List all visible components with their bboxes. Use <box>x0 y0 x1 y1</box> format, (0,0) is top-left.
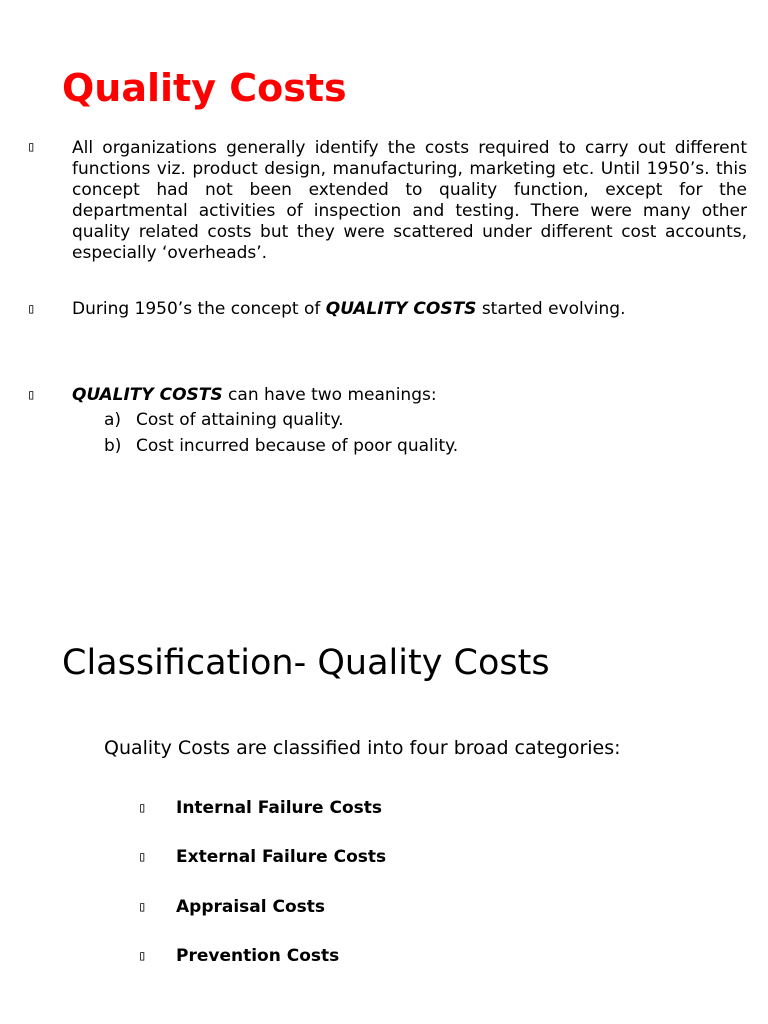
meaning-item <box>104 436 458 457</box>
meaning-text: Cost of attaining quality. <box>136 410 344 430</box>
classification-intro: Quality Costs are classified into four broad categories: <box>104 737 621 759</box>
paragraph-intro: All organizations generally identify the costs required to carry out different functions viz. product design, manufacturing, marketing etc. Until 1950’s. this concept had not been extended to quality function, except for the departmental activities of inspection and testing. There were many other quality related costs but they were scattered under different cost accounts, especially ‘overheads’. <box>72 138 747 263</box>
bullet-icon: ▯ <box>138 800 147 816</box>
paragraph-evolution-tail: started evolving. <box>476 299 626 319</box>
bullet-icon: ▯ <box>27 301 36 317</box>
quality-costs-emphasis: QUALITY COSTS <box>72 385 223 405</box>
bullet-icon: ▯ <box>138 948 147 964</box>
paragraph-evolution <box>72 299 747 320</box>
quality-costs-emphasis: QUALITY COSTS <box>325 299 477 319</box>
category-item: Appraisal Costs <box>176 897 326 917</box>
bullet-icon: ▯ <box>138 899 147 915</box>
meaning-label: a) <box>104 410 122 430</box>
category-item: Internal Failure Costs <box>176 798 382 818</box>
paragraph-evolution-text: During 1950’s the concept of <box>72 299 326 319</box>
bullet-icon: ▯ <box>27 387 36 403</box>
section-heading: Classification- Quality Costs <box>62 643 550 683</box>
page-title: Quality Costs <box>62 66 347 110</box>
meaning-item <box>104 410 343 431</box>
bullet-icon: ▯ <box>27 139 36 155</box>
paragraph-meanings <box>72 385 747 406</box>
meaning-text: Cost incurred because of poor quality. <box>136 436 459 456</box>
bullet-icon: ▯ <box>138 849 147 865</box>
paragraph-meanings-text: can have two meanings: <box>222 385 437 405</box>
category-item: External Failure Costs <box>176 847 387 867</box>
category-item: Prevention Costs <box>176 946 340 966</box>
meaning-label: b) <box>104 436 122 456</box>
